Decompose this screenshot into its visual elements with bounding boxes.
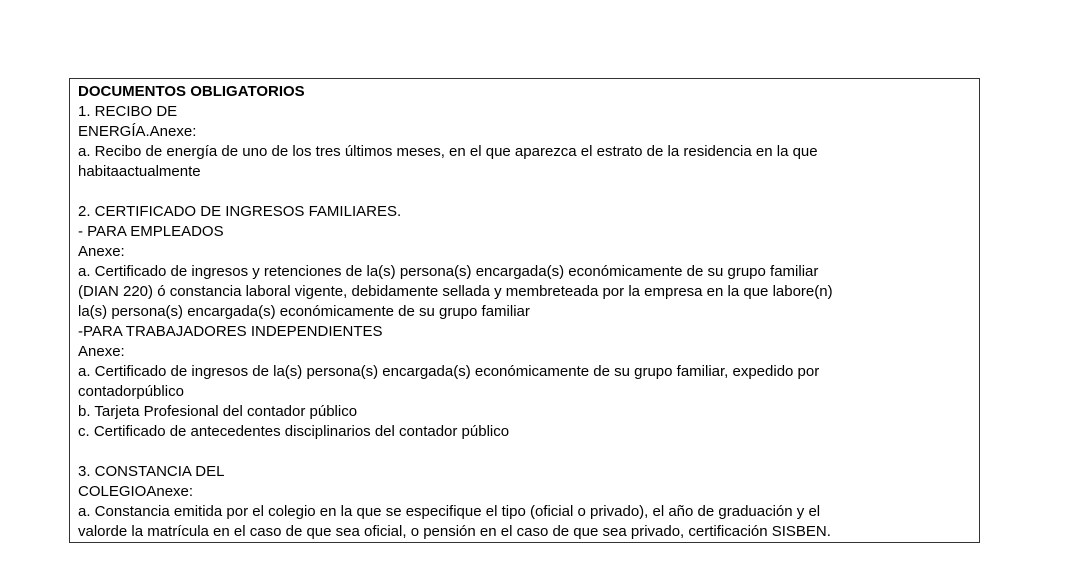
section-title: 1. RECIBO DE [78,103,178,120]
requirement-item: a. Certificado de ingresos de la(s) persona(s) encargada(s) económicamente de su grupo familiar, expedido por [78,363,820,380]
document-heading: DOCUMENTOS OBLIGATORIOS [78,83,305,100]
section-constancia-colegio [78,462,979,542]
section-title-continued: COLEGIOAnexe: [78,483,194,500]
section-recibo-energia [78,102,979,182]
anexe-label: Anexe: [78,243,125,260]
section-title: 2. CERTIFICADO DE INGRESOS FAMILIARES. [78,203,402,220]
requirement-item-continued: valorde la matrícula en el caso de que sea oficial, o pensión en el caso de que sea privado, certificación SISBEN. [78,523,831,540]
document-box [69,78,980,543]
section-certificado-ingresos [78,202,979,442]
section-title-continued: ENERGÍA.Anexe: [78,123,197,140]
anexe-label: Anexe: [78,343,125,360]
section-title: 3. CONSTANCIA DEL [78,463,225,480]
requirement-item: a. Constancia emitida por el colegio en la que se especifique el tipo (oficial o privado), el año de graduación y el [78,503,821,520]
requirement-item-continued: (DIAN 220) ó constancia laboral vigente, debidamente sellada y membreteada por la empresa en la que labore(n) [78,283,833,300]
requirement-item-continued: la(s) persona(s) encargada(s) económicamente de su grupo familiar [78,303,530,320]
subsection-label-empleados: - PARA EMPLEADOS [78,223,224,240]
requirement-item: b. Tarjeta Profesional del contador público [78,403,358,420]
requirement-item-continued: contadorpúblico [78,383,184,400]
requirement-item: a. Recibo de energía de uno de los tres últimos meses, en el que aparezca el estrato de la residencia en la que [78,143,818,160]
requirement-item-continued: habitaactualmente [78,163,201,180]
paragraph-gap [78,442,979,462]
subsection-label-independientes: -PARA TRABAJADORES INDEPENDIENTES [78,323,383,340]
requirement-item: a. Certificado de ingresos y retenciones de la(s) persona(s) encargada(s) económicamente de su grupo familiar [78,263,819,280]
requirement-item: c. Certificado de antecedentes disciplinarios del contador público [78,423,510,440]
paragraph-gap [78,182,979,202]
